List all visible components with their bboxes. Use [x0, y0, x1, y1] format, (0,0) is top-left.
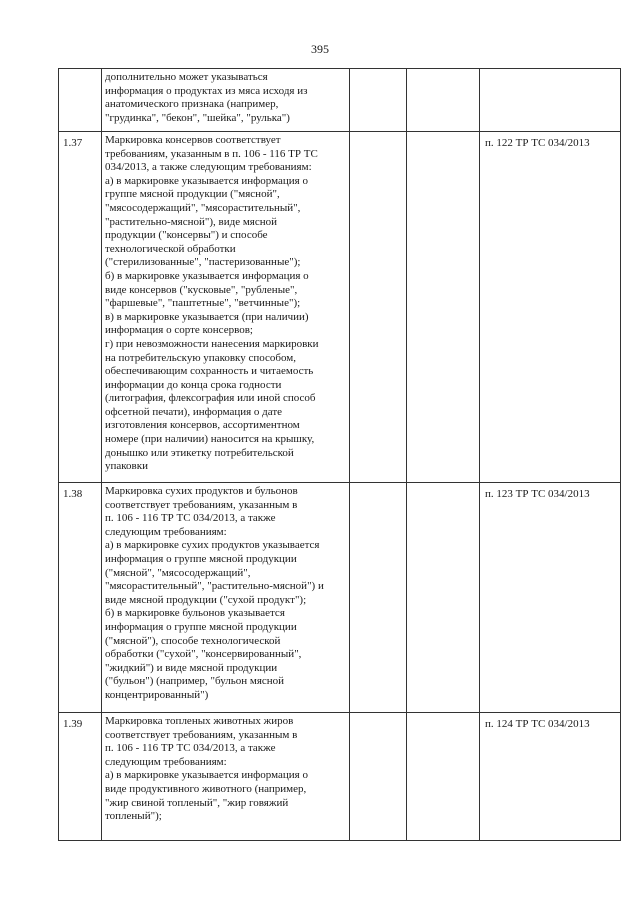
table-row — [59, 713, 621, 841]
reference-cell — [480, 713, 621, 841]
row-number: 1.38 — [59, 483, 102, 713]
empty-cell — [350, 713, 407, 841]
table-row — [59, 69, 621, 132]
empty-cell — [350, 483, 407, 713]
reference-cell — [480, 132, 621, 483]
page-number: 395 — [311, 42, 329, 56]
empty-cell — [407, 69, 480, 132]
empty-cell — [407, 713, 480, 841]
reference-cell — [480, 69, 621, 132]
reference-cell — [480, 483, 621, 713]
empty-cell — [350, 69, 407, 132]
requirements-table — [58, 68, 621, 841]
reference-text: п. 122 ТР ТС 034/2013 — [485, 137, 590, 149]
requirement-text-body: Маркировка консервов соответствует требованиям, указанным в п. 106 - 116 ТР ТС 034/2013, а также следующим требованиям: а) в маркировке указывается информация о группе мясной продукции ("мясной", "мясосодержащий", "мясорастительный", "растительно-мясной"), виде мясной продукции ("консервы") и способе технологической обработки ("стерилизованные", "пастеризованные"); б) в маркировке указывается информация о виде консервов ("кусковые", "рубленые", "фаршевые", "паштетные", "ветчинные"); в) в маркировке указывается (при наличии) информация о сорте консервов; г) при невозможности нанесения маркировки на потребительскую упаковку способом, обеспечивающим сохранность и читаемость информации до конца срока годности (литография, флексография или иной способ офсетной печати), информация о дате изготовления консервов, ассортиментном номере (при наличии) наносится на крышку, донышко или этикетку потребительской упаковки — [105, 134, 319, 473]
row-number: 1.39 — [59, 713, 102, 841]
empty-cell — [407, 483, 480, 713]
row-number: 1.37 — [59, 132, 102, 483]
requirement-text — [102, 69, 350, 132]
table-row — [59, 483, 621, 713]
empty-cell — [407, 132, 480, 483]
requirement-text — [102, 713, 350, 841]
requirement-text-body: Маркировка сухих продуктов и бульонов соответствует требованиям, указанным в п. 106 - 116 ТР ТС 034/2013, а также следующим требованиям: а) в маркировке сухих продуктов указывается информация о группе мясной продукции ("мясной", "мясосодержащий", "мясорастительный", "растительно-мясной") и виде мясной продукции ("сухой продукт"); б) в маркировке бульонов указывается информация о группе мясной продукции ("мясной"), способе технологической обработки ("сухой", "консервированный", "жидкий") и виде мясной продукции ("бульон") (например, "бульон мясной концентрированный") — [105, 485, 324, 701]
empty-cell — [350, 132, 407, 483]
row-number — [59, 69, 102, 132]
table-row — [59, 132, 621, 483]
reference-text: п. 123 ТР ТС 034/2013 — [485, 488, 590, 500]
requirement-text-body: Маркировка топленых животных жиров соответствует требованиям, указанным в п. 106 - 116 ТР ТС 034/2013, а также следующим требованиям: а) в маркировке указывается информация о виде продуктивного животного (например, "жир свиной топленый", "жир говяжий топленый"); — [105, 715, 308, 823]
requirement-text — [102, 132, 350, 483]
reference-text: п. 124 ТР ТС 034/2013 — [485, 718, 590, 730]
requirement-text — [102, 483, 350, 713]
requirement-text-body: дополнительно может указываться информация о продуктах из мяса исходя из анатомического признака (например, "грудинка", "бекон", "шейка", "рулька") — [105, 71, 308, 124]
